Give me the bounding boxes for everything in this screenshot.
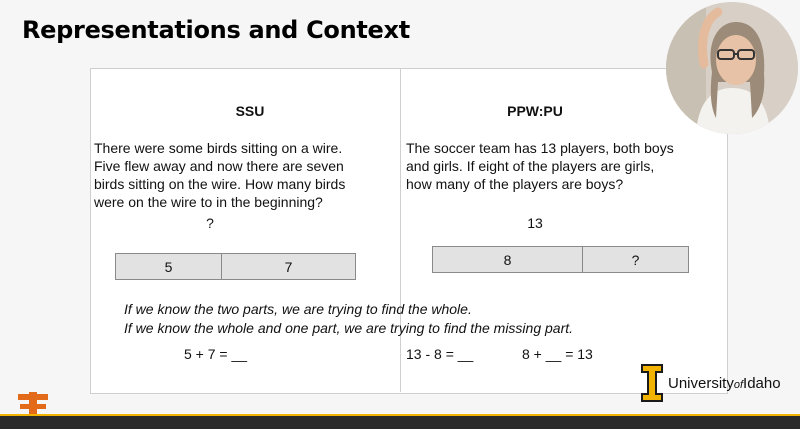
left-heading: SSU bbox=[235, 103, 265, 119]
right-problem-line: how many of the players are boys? bbox=[406, 176, 624, 192]
presenter-icon bbox=[666, 2, 798, 134]
left-bar-part-1: 5 bbox=[115, 253, 222, 280]
equation-subtraction: 13 - 8 = __ bbox=[406, 346, 474, 362]
equation-missing-addend: 8 + __ = 13 bbox=[522, 346, 593, 362]
note-parts-to-whole: If we know the two parts, we are trying to find the whole. bbox=[124, 301, 472, 317]
slide-title: Representations and Context bbox=[22, 16, 410, 44]
left-whole-mark: ? bbox=[206, 215, 214, 231]
footer-bar bbox=[0, 416, 800, 429]
right-problem bbox=[406, 139, 674, 193]
right-problem-line: The soccer team has 13 players, both boys bbox=[406, 140, 674, 156]
right-whole-mark: 13 bbox=[527, 215, 543, 231]
university-name: UniversityofIdaho bbox=[668, 374, 781, 392]
column-divider bbox=[400, 68, 401, 392]
equation-left: 5 + 7 = __ bbox=[184, 346, 248, 362]
idaho-i-icon bbox=[640, 363, 664, 403]
right-problem-line: and girls. If eight of the players are girls, bbox=[406, 158, 655, 174]
right-heading: PPW:PU bbox=[507, 103, 563, 119]
note-whole-to-part: If we know the whole and one part, we are trying to find the missing part. bbox=[124, 320, 574, 336]
left-bar-part-2: 7 bbox=[221, 253, 356, 280]
left-problem-line: birds sitting on the wire. How many birds bbox=[94, 176, 346, 192]
right-bar-part-2: ? bbox=[582, 246, 689, 273]
left-problem bbox=[94, 139, 345, 211]
left-problem-line: Five flew away and now there are seven bbox=[94, 158, 344, 174]
university-logo bbox=[640, 363, 781, 403]
left-problem-line: There were some birds sitting on a wire. bbox=[94, 140, 343, 156]
left-problem-line: were on the wire to in the beginning? bbox=[94, 194, 323, 210]
presenter-video bbox=[666, 2, 798, 134]
right-bar-part-1: 8 bbox=[432, 246, 583, 273]
